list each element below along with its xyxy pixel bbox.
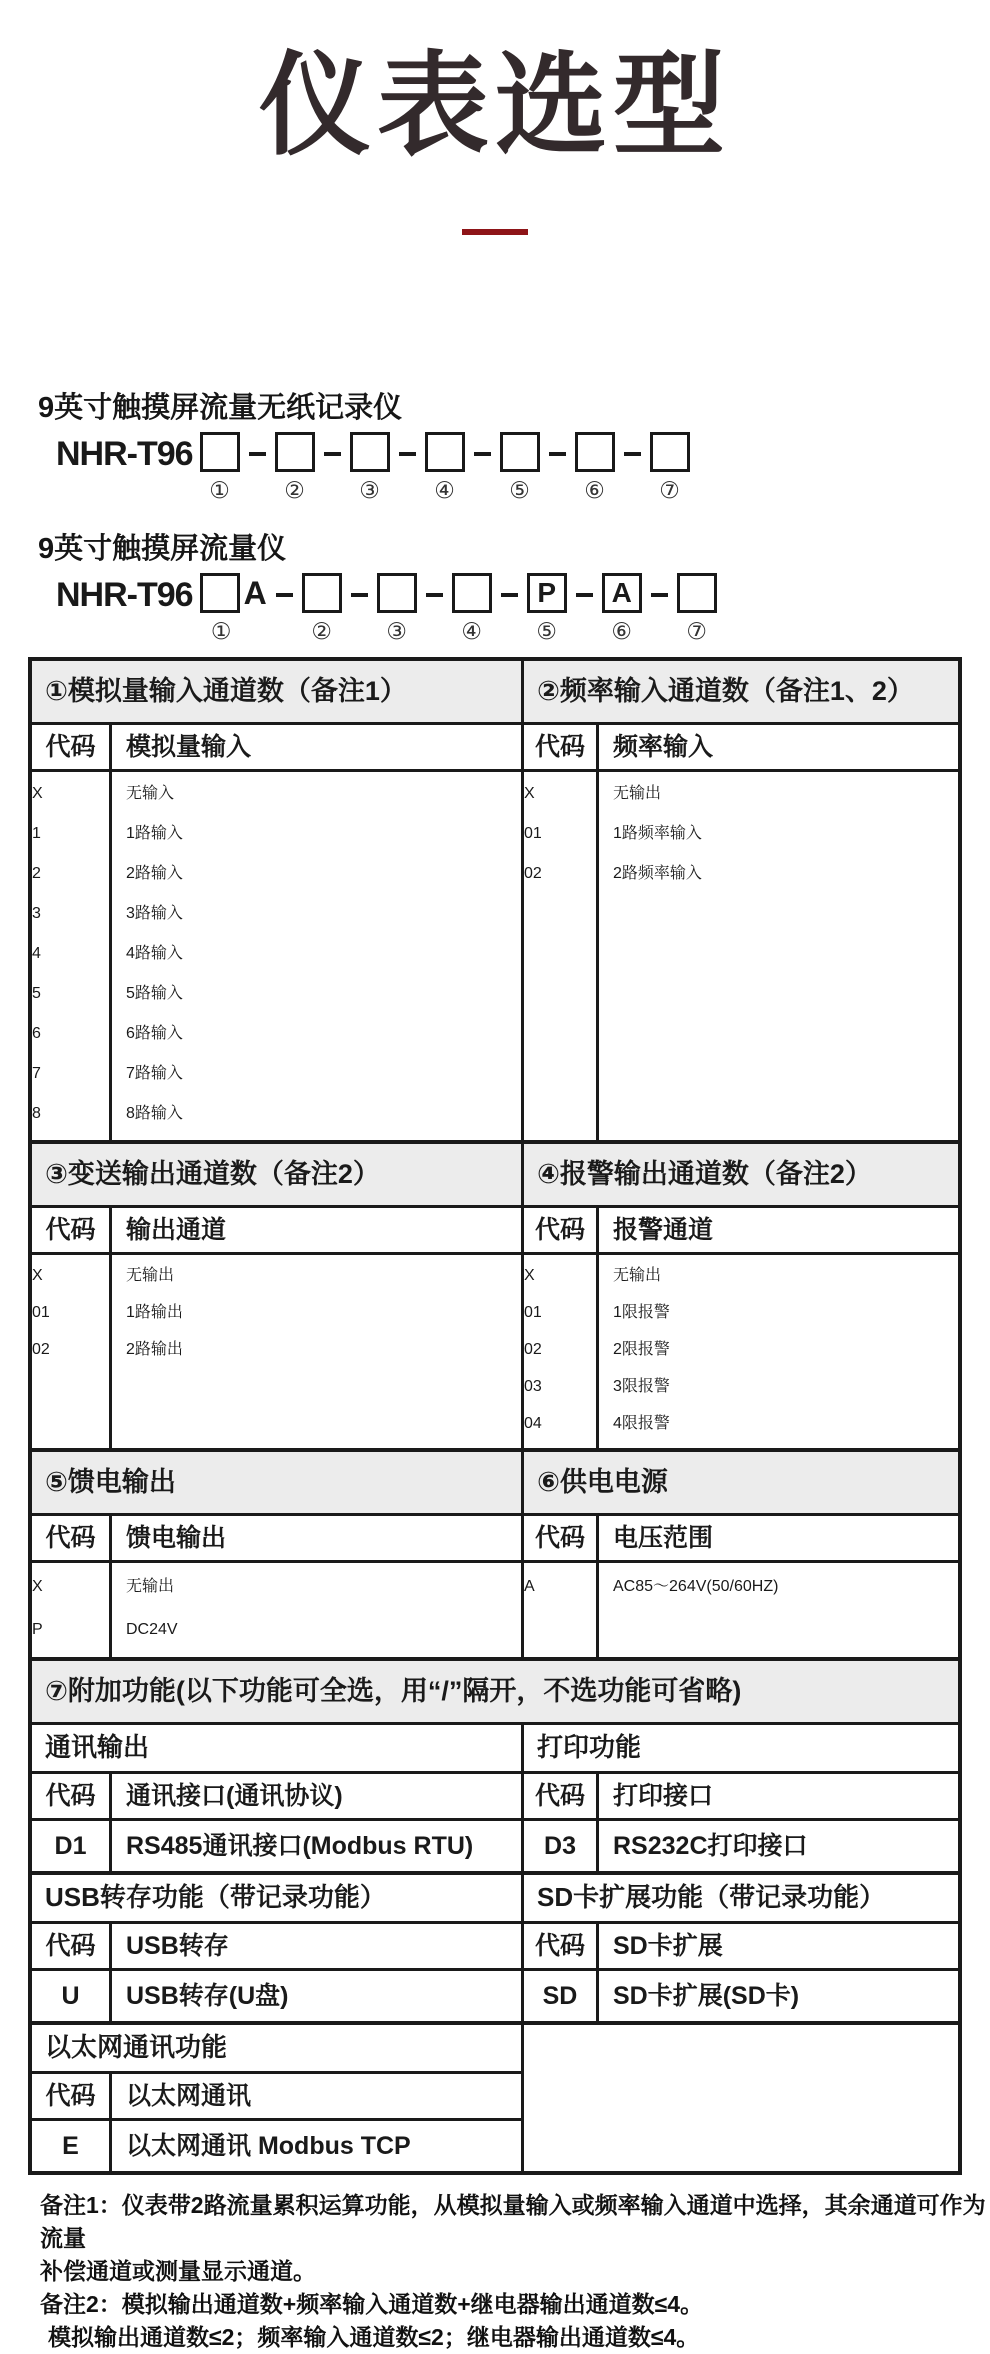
code-position-6 [575,432,615,502]
code-box [200,432,240,472]
position-number: ② [284,477,305,504]
code-value: D1 [32,1821,112,1871]
desc-column [599,1255,958,1448]
code-value: X [524,785,535,803]
section-5-6-column-row [32,1516,958,1563]
code-value: D3 [524,1821,599,1871]
desc-value: 无输入 [126,785,175,803]
section-1-2-header-row [32,661,958,725]
section-7-header-row [32,1661,958,1725]
code-column [524,1255,599,1448]
desc-value: 3限报警 [613,1378,670,1396]
position-number: ④ [434,477,455,504]
desc-value: 以太网通讯 Modbus TCP [126,2132,411,2161]
code-value: X [32,1267,43,1285]
column-header-desc: 打印接口 [613,1782,714,1811]
position-number: ① [209,477,230,504]
column-header-code: 代码 [32,1924,112,1968]
dash-separator [501,593,518,597]
code-value: E [32,2121,112,2171]
page-title: 仪表选型 [259,43,731,168]
code-value: 01 [524,825,542,843]
addon-print-title: 打印功能 [537,1732,642,1763]
column-header-code: 代码 [524,1924,599,1968]
selection-table [28,657,962,2175]
column-header-desc: 报警通道 [613,1216,714,1245]
column-header-code: 代码 [524,1774,599,1818]
code-value: 1 [32,825,41,843]
code-column [32,1563,112,1657]
code-position-6 [602,573,642,643]
section-1-2-body [32,772,958,1144]
code-position-5 [500,432,540,502]
dash-separator [276,593,293,597]
section-5-header: ⑤馈电输出 [32,1452,524,1513]
desc-value: 1路频率输入 [613,825,702,843]
code-box [677,573,717,613]
desc-value: 2路输出 [126,1341,183,1359]
desc-value: 2路频率输入 [613,865,702,883]
code-value: 02 [524,865,542,883]
code-position-4 [425,432,465,502]
code-value: U [32,1971,112,2021]
model-2-code-line [56,573,990,643]
code-position-1 [200,573,267,643]
column-header-desc: 馈电输出 [112,1516,524,1560]
dash-separator [399,452,416,456]
addon-ethernet-title: 以太网通讯功能 [32,2025,521,2074]
desc-value: 3路输入 [126,905,183,923]
section-6-header: ⑥供电电源 [524,1452,958,1513]
column-header-code: 代码 [32,725,112,769]
desc-column [112,1255,524,1448]
code-position-7 [677,573,717,643]
column-header-code: 代码 [524,1516,599,1560]
addon-usb-title: USB转存功能（带记录功能） [32,1875,524,1921]
desc-value: 1限报警 [613,1304,670,1322]
column-header-desc: 以太网通讯 [126,2082,252,2111]
code-box [650,432,690,472]
code-value: 01 [524,1304,542,1322]
column-header-code: 代码 [524,1208,599,1252]
model-1-code-line [56,432,990,502]
code-position-3 [377,573,417,643]
code-value: A [524,1578,535,1596]
desc-value: 4路输入 [126,945,183,963]
code-box-row [200,573,267,613]
fixed-code-letter: A [243,575,267,612]
dash-separator [624,452,641,456]
section-1-header: ①模拟量输入通道数（备注1） [32,661,524,722]
section-5-6-header-row [32,1452,958,1516]
desc-value: 8路输入 [126,1105,183,1123]
code-value: 3 [32,905,41,923]
code-value: X [32,1578,43,1596]
desc-value: 无输出 [613,1267,662,1285]
desc-value: 1路输入 [126,825,183,843]
desc-value: DC24V [126,1621,178,1639]
code-value: 8 [32,1105,41,1123]
ethernet-empty-cell [524,2025,958,2171]
section-3-4-column-row [32,1208,958,1255]
desc-column [112,1563,524,1657]
dash-separator [474,452,491,456]
addon-sd-title: SD卡扩展功能（带记录功能） [537,1882,886,1913]
position-number: ① [210,618,232,645]
code-value: 5 [32,985,41,1003]
section-7-header: ⑦附加功能(以下功能可全选，用“/”隔开，不选功能可省略) [32,1661,958,1722]
position-number: ⑤ [536,618,557,645]
code-position-5 [527,573,567,643]
addon-sub-3-data-row [32,2121,521,2171]
desc-column [112,772,524,1140]
code-position-4 [452,573,492,643]
desc-value: RS232C打印接口 [613,1832,808,1861]
desc-value: SD卡扩展(SD卡) [613,1982,800,2011]
position-number: ③ [359,477,380,504]
model-2-label: 9英寸触摸屏流量仪 [38,533,287,566]
code-value: X [32,785,43,803]
section-3-header: ③变送输出通道数（备注2） [32,1144,524,1205]
code-value: P [32,1621,43,1639]
section-1-2-column-row [32,725,958,772]
code-box-value: P [537,577,557,609]
code-value: 03 [524,1378,542,1396]
code-box [602,573,642,613]
column-header-code: 代码 [32,1208,112,1252]
column-header-code: 代码 [32,2074,112,2118]
position-number: ③ [386,618,407,645]
desc-value: 6路输入 [126,1025,183,1043]
column-header-desc: 输出通道 [112,1208,524,1252]
code-value: 01 [32,1304,50,1322]
code-value: SD [524,1971,599,2021]
position-number: ⑤ [509,477,530,504]
desc-value: 无输出 [126,1267,175,1285]
dash-separator [549,452,566,456]
ethernet-subsection [32,2025,524,2171]
desc-value: RS485通讯接口(Modbus RTU) [112,1821,524,1871]
code-value: 04 [524,1415,542,1433]
code-value: X [524,1267,535,1285]
desc-value: 无输出 [126,1578,175,1596]
addon-sub-2-data-row [32,1971,958,2025]
dash-separator [351,593,368,597]
desc-value: 无输出 [613,785,662,803]
code-box [452,573,492,613]
desc-value: 5路输入 [126,985,183,1003]
position-number: ⑥ [584,477,605,504]
model-prefix: NHR-T96 [56,435,193,474]
dash-separator [426,593,443,597]
desc-value: 4限报警 [613,1415,670,1433]
section-2-header: ②频率输入通道数（备注1、2） [524,661,958,722]
desc-value: 1路输出 [126,1304,183,1322]
model-ordering-area [38,385,990,643]
code-value: 2 [32,865,41,883]
code-box [275,432,315,472]
code-box [527,573,567,613]
code-position-7 [650,432,690,502]
position-number: ④ [461,618,482,645]
code-box [350,432,390,472]
code-box [200,573,240,613]
desc-value: 2限报警 [613,1341,670,1359]
code-box [425,432,465,472]
column-header-desc: USB转存 [112,1924,524,1968]
addon-sub-1-data-row [32,1821,958,1875]
code-column [32,1255,112,1448]
code-value: 4 [32,945,41,963]
position-number: ⑥ [611,618,632,645]
column-header-desc: SD卡扩展 [613,1932,723,1961]
position-number: ⑦ [686,618,707,645]
note-line: 备注2：模拟输出通道数+频率输入通道数+继电器输出通道数≤4。 [40,2291,704,2318]
code-position-2 [275,432,315,502]
title-underline [462,229,528,235]
code-box [500,432,540,472]
code-value: 6 [32,1025,41,1043]
note-line: 补偿通道或测量显示通道。 [40,2258,316,2285]
column-header-desc: 频率输入 [613,733,714,762]
model-prefix: NHR-T96 [56,576,193,615]
addon-sub-3-row [32,2025,958,2171]
code-box [302,573,342,613]
code-column [32,772,112,1140]
desc-value: AC85～264V(50/60HZ) [613,1578,779,1596]
addon-sub-1-column-row [32,1774,958,1821]
section-3-4-header-row [32,1144,958,1208]
column-header-desc: 模拟量输入 [112,725,524,769]
dash-separator [324,452,341,456]
column-header-desc: 电压范围 [613,1524,714,1553]
code-box [575,432,615,472]
position-number: ⑦ [659,477,680,504]
code-box-value: A [611,577,632,609]
section-4-header: ④报警输出通道数（备注2） [524,1144,958,1205]
column-header-code: 代码 [32,1516,112,1560]
model-1-label: 9英寸触摸屏流量无纸记录仪 [38,392,403,425]
note-line: 备注1：仪表带2路流量累积运算功能，从模拟量输入或频率输入通道中选择，其余通道可作为流量 [40,2192,986,2252]
code-position-1 [200,432,240,502]
addon-sub-2-title-row [32,1875,958,1924]
section-3-4-body [32,1255,958,1452]
code-value: 02 [32,1341,50,1359]
column-header-code: 代码 [524,725,599,769]
dash-separator [249,452,266,456]
desc-value: USB转存(U盘) [112,1971,524,2021]
code-column [524,1563,599,1657]
section-5-6-body [32,1563,958,1661]
column-header-code: 代码 [32,1774,112,1818]
dash-separator [576,593,593,597]
addon-sub-1-title-row [32,1725,958,1774]
desc-value: 2路输入 [126,865,183,883]
code-position-2 [302,573,342,643]
code-box [377,573,417,613]
desc-column [599,772,958,1140]
column-header-desc: 通讯接口(通讯协议) [112,1774,524,1818]
desc-value: 7路输入 [126,1065,183,1083]
code-value: 02 [524,1341,542,1359]
addon-comm-title: 通讯输出 [32,1725,524,1771]
note-line: 模拟输出通道数≤2；频率输入通道数≤2；继电器输出通道数≤4。 [48,2324,700,2351]
code-position-3 [350,432,390,502]
position-number: ② [311,618,332,645]
code-value: 7 [32,1065,41,1083]
notes [40,2189,990,2354]
addon-sub-2-column-row [32,1924,958,1971]
desc-column [599,1563,958,1657]
code-column [524,772,599,1140]
dash-separator [651,593,668,597]
addon-sub-3-column-row [32,2074,521,2121]
